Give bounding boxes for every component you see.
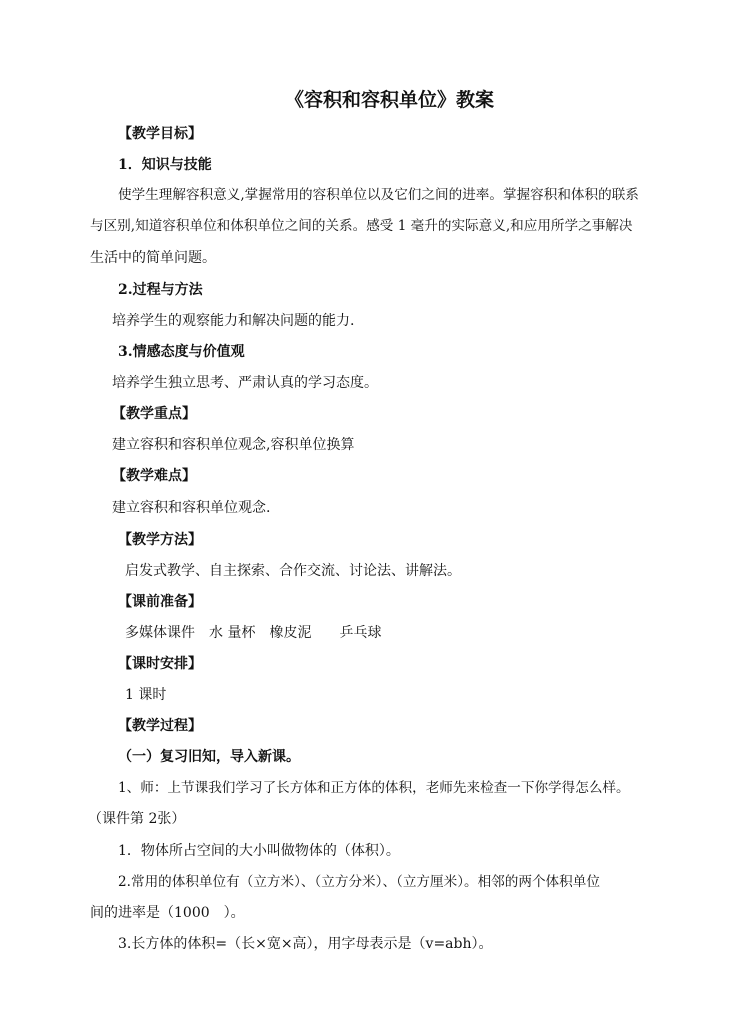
goal2-text: 培养学生的观察能力和解决问题的能力. <box>112 313 355 329</box>
difficulty-text: 建立容积和容积单位观念. <box>112 500 271 516</box>
time-text: 1 课时 <box>125 687 167 703</box>
goal1-heading: 1．知识与技能 <box>118 157 212 173</box>
goal3-heading: 3.情感态度与价值观 <box>118 344 245 360</box>
method-heading: 【教学方法】 <box>118 532 202 548</box>
goal3-text: 培养学生独立思考、严肃认真的学习态度。 <box>112 375 378 391</box>
review-question-3: 3.长方体的体积=（长×宽×高），用字母表示是（v=abh）。 <box>118 936 493 952</box>
goal2-heading: 2.过程与方法 <box>118 282 203 298</box>
method-text: 启发式教学、自主探索、合作交流、讨论法、讲解法。 <box>125 563 461 579</box>
difficulty-heading: 【教学难点】 <box>112 468 196 484</box>
goal1-text-line1: 使学生理解容积意义,掌握常用的容积单位以及它们之间的进率。掌握容积和体积的联系 <box>118 187 639 203</box>
review-question-2-line2: 间的进率是（1000 ）。 <box>90 905 245 921</box>
review-question-2-line1: 2.常用的体积单位有（立方米）、（立方分米）、（立方厘米）。相邻的两个体积单位 <box>118 874 600 890</box>
key-heading: 【教学重点】 <box>112 406 196 422</box>
document-title: 《容积和容积单位》教案 <box>285 89 495 111</box>
process-paragraph1-line1: 1、师：上节课我们学习了长方体和正方体的体积，老师先来检查一下你学得怎么样。 <box>118 780 630 796</box>
goal1-text-line2: 与区别,知道容积单位和体积单位之间的关系。感受 1 毫升的实际意义,和应用所学之事解决 <box>90 218 633 234</box>
process-paragraph1-line2: （课件第 2张） <box>88 811 186 827</box>
goal1-text-line3: 生活中的简单问题。 <box>90 250 216 266</box>
prep-text: 多媒体课件 水 量杯 橡皮泥 乒乓球 <box>125 625 382 641</box>
goals-heading: 【教学目标】 <box>118 126 202 142</box>
process-subheading: （一）复习旧知，导入新课。 <box>118 749 300 765</box>
prep-heading: 【课前准备】 <box>118 594 202 610</box>
process-heading: 【教学过程】 <box>118 718 202 734</box>
key-text: 建立容积和容积单位观念,容积单位换算 <box>112 437 355 453</box>
review-question-1: 1．物体所占空间的大小叫做物体的（体积）。 <box>118 843 400 859</box>
time-heading: 【课时安排】 <box>118 656 202 672</box>
